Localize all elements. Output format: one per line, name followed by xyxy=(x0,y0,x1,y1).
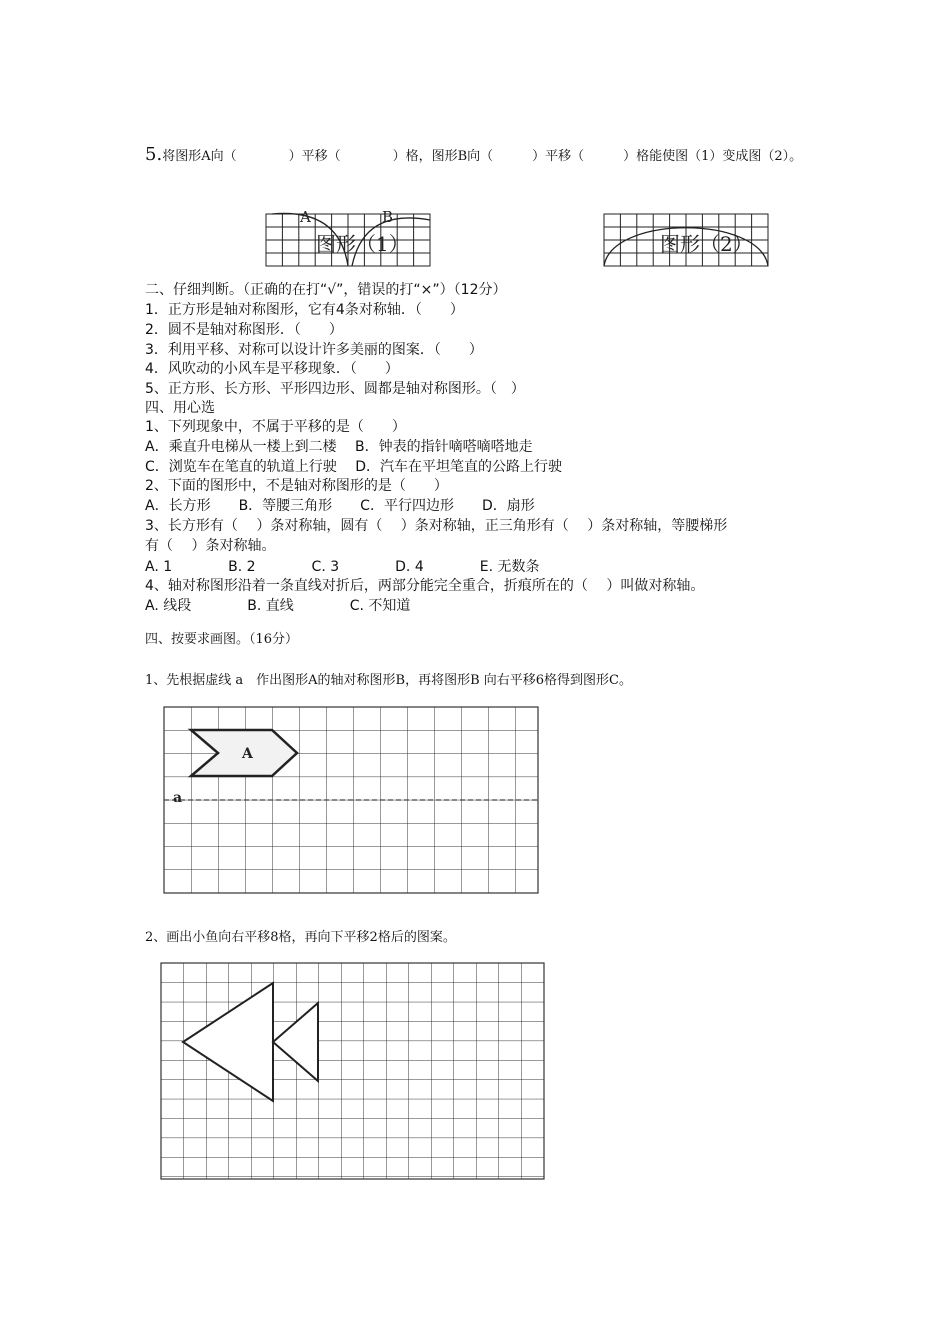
choose-q1-options-2: C．浏览车在笔直的轨道上行驶 D．汽车在平坦笔直的公路上行驶 xyxy=(145,459,563,475)
judge-item-3: 3．利用平移、对称可以设计许多美丽的图案．（ ） xyxy=(145,342,483,358)
draw-grid-1 xyxy=(160,703,544,897)
axis-a-label: a xyxy=(173,790,183,806)
draw-q1: 1、先根据虚线 a 作出图形A的轴对称图形B，再将图形B 向右平移6格得到图形C。 xyxy=(145,673,632,688)
judge-item-2: 2．圆不是轴对称图形．（ ） xyxy=(145,322,343,338)
choose-q4: 4、轴对称图形沿着一条直线对折后，两部分能完全重合，折痕所在的（ ）叫做对称轴。 xyxy=(145,578,705,594)
choose-q2-options: A．长方形 B．等腰三角形 C．平行四边形 D．扇形 xyxy=(145,498,535,514)
draw-q2: 2、画出小鱼向右平移8格，再向下平移2格后的图案。 xyxy=(145,930,456,945)
choose-q2: 2、下面的图形中，不是轴对称图形的是（ ） xyxy=(145,478,448,494)
judge-item-5: 5、正方形、长方形、平形四边形、圆都是轴对称图形。（ ） xyxy=(145,381,525,397)
figure-2-label: 图形（2） xyxy=(660,232,753,256)
choose-q1: 1、下列现象中，不属于平移的是（ ） xyxy=(145,419,406,435)
judge-item-1: 1．正方形是轴对称图形，它有4条对称轴．（ ） xyxy=(145,302,464,318)
draw-grid-2 xyxy=(158,960,548,1183)
choose-q3-line-1: 3、长方形有（ ）条对称轴，圆有（ ）条对称轴，正三角形有（ ）条对称轴，等腰梯形 xyxy=(145,518,728,534)
question-5-text xyxy=(145,144,802,165)
choose-q3-line-2: 有（ ）条对称轴。 xyxy=(145,538,276,554)
question-5-body: 将图形A向（ ）平移（ ）格，图形B向（ ）平移（ ）格能使图（1）变成图（2）。 xyxy=(162,149,803,164)
judge-heading: 二、仔细判断。（正确的在打“√”，错误的打“×”）（12分） xyxy=(145,282,507,298)
draw-heading: 四、按要求画图。（16分） xyxy=(145,632,299,647)
question-5-number: 5. xyxy=(145,144,163,165)
choose-q3-options: A. 1 B. 2 C. 3 D. 4 E. 无数条 xyxy=(145,559,540,575)
figure-2-grid xyxy=(602,210,772,268)
judge-item-4: 4．风吹动的小风车是平移现象．（ ） xyxy=(145,361,399,377)
choose-heading: 四、用心选 xyxy=(145,400,215,416)
figure-b-label: B xyxy=(382,208,394,226)
choose-q1-options-1: A．乘直升电梯从一楼上到二楼 B．钟表的指针嘀嗒嘀嗒地走 xyxy=(145,439,533,455)
shape-a-label: A xyxy=(242,746,253,762)
figure-1-label: 图形（1） xyxy=(316,232,409,256)
choose-q4-options: A. 线段 B. 直线 C. 不知道 xyxy=(145,598,411,614)
figure-a-label: A xyxy=(300,208,311,226)
figure-1-grid xyxy=(264,206,434,268)
